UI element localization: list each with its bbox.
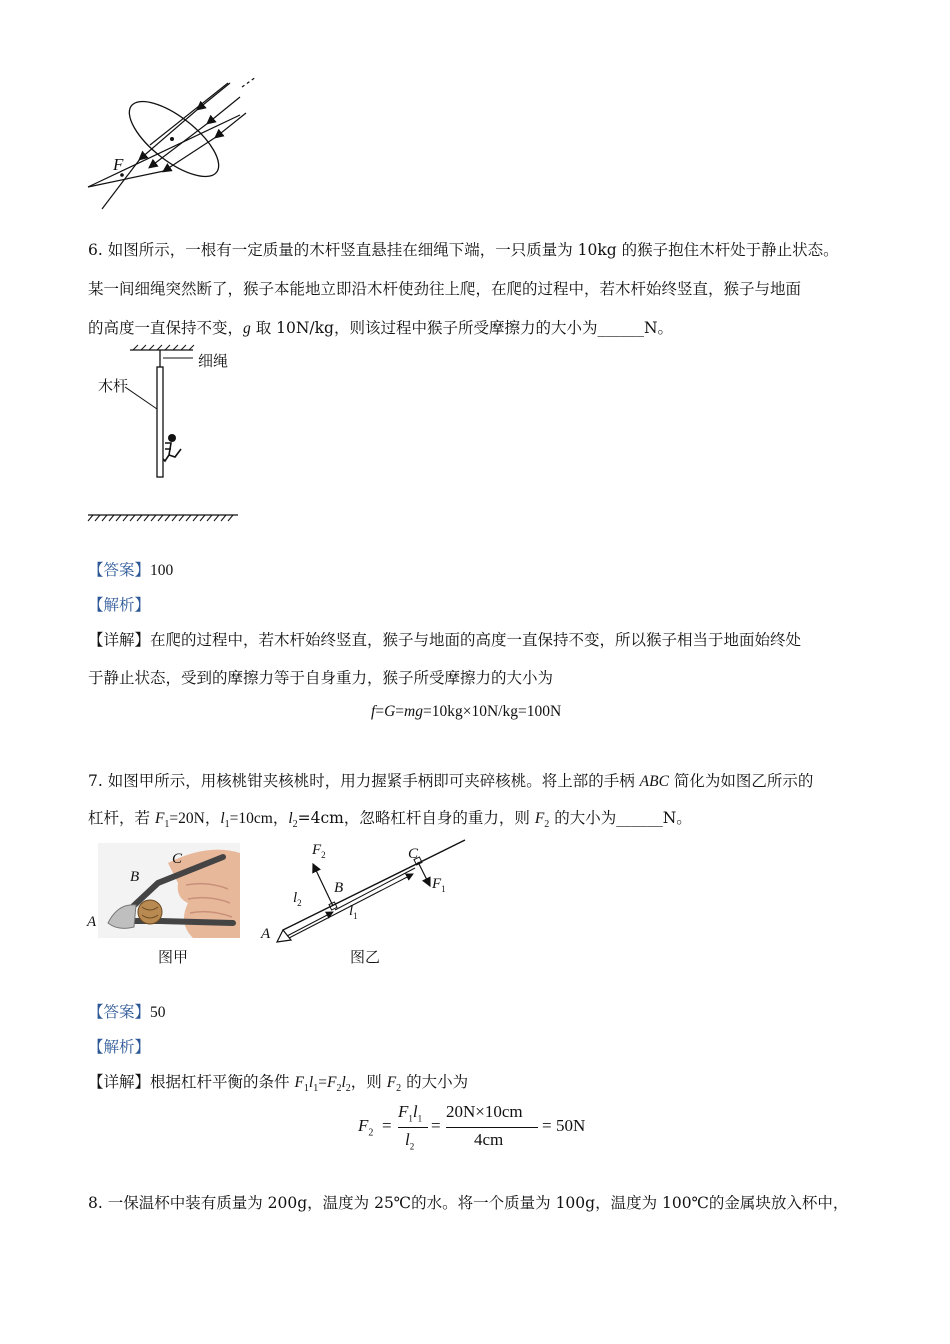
eq-num-F: F bbox=[398, 1102, 409, 1121]
q6-detail-tag: 【详解】 bbox=[88, 631, 151, 649]
q7-cond-l1: l bbox=[308, 1074, 314, 1091]
yi-label-B: B bbox=[334, 880, 344, 896]
q7-line1-pre: 7. 如图甲所示，用核桃钳夹核桃时，用力握紧手柄即可夹碎核桃。将上部的手柄 bbox=[88, 772, 640, 790]
eq-den-l-sub: 2 bbox=[409, 1141, 415, 1152]
yi-F1-sub: 1 bbox=[441, 884, 446, 894]
eq-result: 50N bbox=[556, 1116, 586, 1135]
eq-lhs-sub: 2 bbox=[368, 1127, 374, 1139]
jia-label-C: C bbox=[172, 851, 183, 867]
q7-F2: F bbox=[534, 810, 545, 827]
yi-label-F1 bbox=[432, 876, 446, 894]
fig-jia-caption: 图甲 bbox=[158, 948, 189, 966]
q7-detail-F2: F bbox=[386, 1074, 397, 1091]
q6-detail-line2: 于静止状态，受到的摩擦力等于自身重力，猴子所受摩擦力的大小为 bbox=[88, 669, 554, 687]
q7-line2-d: =4cm，忽略杠杆自身的重力，则 bbox=[297, 809, 535, 827]
q6-line3-pre: 的高度一直保持不变， bbox=[88, 319, 244, 337]
q7-line1 bbox=[88, 771, 813, 792]
q7-cond-F1: F bbox=[294, 1074, 304, 1091]
q7-detail-post: 的大小为 bbox=[401, 1073, 469, 1091]
q7-line1-post: 简化为如图乙所示的 bbox=[668, 772, 814, 790]
jia-label-A: A bbox=[87, 914, 97, 930]
yi-label-l2 bbox=[293, 890, 302, 908]
eq-den2: 4cm bbox=[474, 1130, 504, 1149]
q7-line2-a: 杠杆，若 bbox=[88, 809, 155, 827]
q6-line3 bbox=[88, 318, 673, 339]
q6-formula-rest: =10kg×10N/kg=100N bbox=[422, 703, 562, 720]
q6-formula bbox=[371, 702, 561, 722]
q7-answer-value: 50 bbox=[150, 1004, 166, 1021]
eq-eq2: = bbox=[431, 1116, 441, 1135]
q7-detail-pre: 根据杠杆平衡的条件 bbox=[150, 1073, 295, 1091]
rope-label: 细绳 bbox=[198, 352, 229, 370]
eq-num1 bbox=[398, 1102, 422, 1123]
q7-l1: l bbox=[220, 810, 225, 827]
eq-num-l: l bbox=[412, 1102, 418, 1121]
eq-num2: 20N×10cm bbox=[446, 1102, 523, 1121]
q6-answer-value: 100 bbox=[150, 562, 174, 579]
nutcracker-photo bbox=[98, 843, 240, 938]
q7-answer-tag: 【答案】 bbox=[88, 1003, 151, 1021]
q6-g: g bbox=[243, 320, 251, 337]
q6-answer-tag: 【答案】 bbox=[88, 561, 151, 579]
q7-l1-sub: 1 bbox=[224, 819, 230, 831]
q7-detail-tag: 【详解】 bbox=[88, 1073, 151, 1091]
q7-cond-F2: F bbox=[326, 1074, 337, 1091]
q6-detail-line1 bbox=[88, 630, 801, 650]
eq-lhs-F: F bbox=[358, 1116, 369, 1135]
q7-detail bbox=[88, 1072, 468, 1099]
yi-l2: l bbox=[293, 890, 298, 906]
q7-l2-sub: 2 bbox=[292, 819, 298, 831]
eq-den-l: l bbox=[405, 1130, 410, 1149]
q7-F1-sub: 1 bbox=[164, 819, 170, 831]
eq-num-l-sub: 1 bbox=[417, 1113, 423, 1124]
q8-line1: 8. 一保温杯中装有质量为 200g，温度为 25℃的水。将一个质量为 100g，温度为 100℃的金属块放入杯中， bbox=[88, 1194, 849, 1212]
q7-F1: F bbox=[154, 810, 165, 827]
yi-F1: F bbox=[432, 876, 442, 892]
q7-l2: l bbox=[288, 810, 293, 827]
q6-answer bbox=[88, 560, 173, 581]
q7-cond-F2-sub: 2 bbox=[336, 1083, 342, 1095]
yi-l1-sub: 1 bbox=[353, 911, 358, 921]
q7-detail-F2-sub: 2 bbox=[396, 1083, 402, 1095]
q6-detail-text1: 在爬的过程中，若木杆始终竖直，猴子与地面的高度一直保持不变，所以猴子相当于地面始终处 bbox=[150, 631, 802, 649]
eq-num-F-sub: 1 bbox=[408, 1113, 413, 1124]
eq-bar1 bbox=[398, 1127, 428, 1128]
focus-label: F bbox=[113, 155, 124, 174]
pole-label: 木杆 bbox=[98, 377, 129, 395]
lens-ray-diagram bbox=[80, 75, 270, 215]
q7-answer bbox=[88, 1002, 166, 1023]
q6-formula-G: G bbox=[384, 703, 396, 720]
eq-lhs bbox=[358, 1116, 373, 1138]
yi-F2: F bbox=[312, 842, 322, 858]
q6-line3-post: 取 10N/kg，则该过程中猴子所受摩擦力的大小为______N。 bbox=[250, 319, 674, 337]
q6-formula-f: f bbox=[371, 703, 376, 720]
q7-analysis-tag: 【解析】 bbox=[88, 1038, 151, 1056]
q7-cond-l2: l bbox=[341, 1074, 346, 1091]
q6-line1: 6. 如图所示，一根有一定质量的木杆竖直悬挂在细绳下端，一只质量为 10kg 的猴子抱住木杆处于静止状态。 bbox=[88, 241, 839, 259]
q7-line2-c: =10cm， bbox=[229, 810, 289, 827]
q7-cond-l1-sub: 1 bbox=[313, 1083, 319, 1095]
q7-line2 bbox=[88, 808, 692, 835]
q7-cond-F1-sub: 1 bbox=[303, 1083, 309, 1095]
q7-F2-sub: 2 bbox=[544, 819, 550, 831]
yi-F2-sub: 2 bbox=[321, 850, 326, 860]
yi-label-F2 bbox=[312, 842, 326, 860]
fig-yi-caption: 图乙 bbox=[350, 948, 381, 966]
yi-l1: l bbox=[349, 903, 354, 919]
q7-abc: ABC bbox=[639, 773, 669, 790]
q7-equation bbox=[358, 1100, 618, 1160]
yi-l2-sub: 2 bbox=[297, 898, 302, 908]
monkey-pole-figure bbox=[85, 345, 245, 525]
q7-cond-eq: = bbox=[318, 1074, 327, 1091]
q6-line2: 某一间细绳突然断了，猴子本能地立即沿木杆使劲往上爬，在爬的过程中，若木杆始终竖直，猴子与地面 bbox=[88, 280, 802, 298]
q6-formula-eq2: = bbox=[395, 703, 405, 720]
q6-formula-eq1: = bbox=[375, 703, 385, 720]
q7-line2-b: =20N， bbox=[169, 810, 221, 827]
eq-eq3: = bbox=[542, 1116, 552, 1135]
eq-den1 bbox=[405, 1130, 414, 1151]
q7-line2-e: 的大小为______N。 bbox=[549, 809, 692, 827]
yi-label-l1 bbox=[349, 903, 358, 921]
q7-cond-l2-sub: 2 bbox=[345, 1083, 351, 1095]
yi-label-A: A bbox=[261, 926, 271, 942]
q7-detail-mid: ，则 bbox=[350, 1073, 387, 1091]
eq-eq1: = bbox=[382, 1116, 392, 1135]
yi-label-C: C bbox=[408, 846, 419, 862]
eq-bar2 bbox=[446, 1127, 538, 1128]
q6-formula-mg: mg bbox=[404, 703, 423, 720]
jia-label-B: B bbox=[130, 869, 140, 885]
q6-analysis-tag: 【解析】 bbox=[88, 596, 151, 614]
